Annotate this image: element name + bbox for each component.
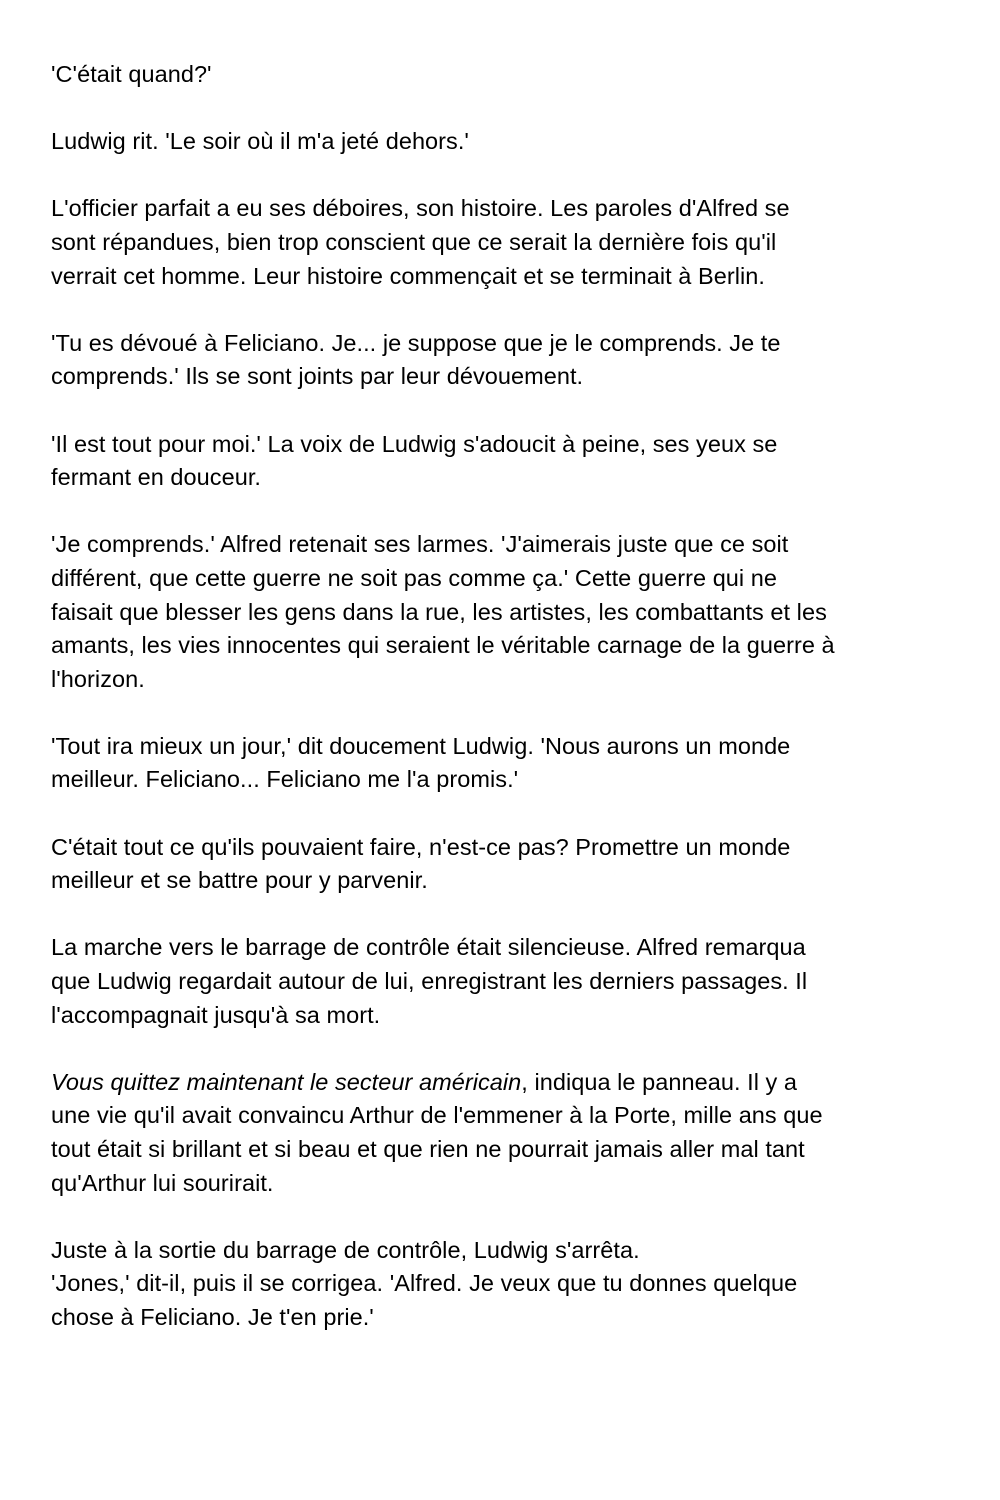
text-line: différent, que cette guerre ne soit pas comme ça.' Cette guerre qui ne bbox=[51, 564, 778, 591]
text-line: fermant en douceur. bbox=[51, 464, 261, 491]
paragraph-11 bbox=[51, 1234, 956, 1335]
text-line: 'Tout ira mieux un jour,' dit doucement Ludwig. 'Nous aurons un monde bbox=[51, 732, 791, 759]
text-line: meilleur. Feliciano... Feliciano me l'a promis.' bbox=[51, 766, 519, 793]
text-line: L'officier parfait a eu ses déboires, son histoire. Les paroles d'Alfred se bbox=[51, 195, 790, 222]
paragraph-7 bbox=[51, 730, 956, 797]
paragraph-2 bbox=[51, 125, 956, 159]
text-line: l'horizon. bbox=[51, 665, 145, 692]
text-line: La marche vers le barrage de contrôle était silencieuse. Alfred remarqua bbox=[51, 934, 806, 961]
text-line: 'C'était quand?' bbox=[51, 61, 212, 87]
paragraph-3 bbox=[51, 192, 956, 293]
paragraph-5 bbox=[51, 428, 956, 495]
paragraph-9 bbox=[51, 931, 956, 1032]
text-line: que Ludwig regardait autour de lui, enregistrant les derniers passages. Il bbox=[51, 968, 808, 995]
text-line: comprends.' Ils se sont joints par leur dévouement. bbox=[51, 363, 584, 390]
text-line: faisait que blesser les gens dans la rue, les artistes, les combattants et les bbox=[51, 598, 827, 625]
sign-text-italic: Vous quittez maintenant le secteur américain bbox=[51, 1068, 522, 1095]
text-line: une vie qu'il avait convaincu Arthur de l'emmener à la Porte, mille ans que bbox=[51, 1102, 823, 1129]
text-line: Ludwig rit. 'Le soir où il m'a jeté dehors.' bbox=[51, 128, 469, 155]
text-line: meilleur et se battre pour y parvenir. bbox=[51, 867, 428, 894]
text-line: 'Jones,' dit-il, puis il se corrigea. 'Alfred. Je veux que tu donnes quelque bbox=[51, 1270, 798, 1297]
text-line: C'était tout ce qu'ils pouvaient faire, n'est-ce pas? Promettre un monde bbox=[51, 833, 791, 860]
paragraph-8 bbox=[51, 831, 956, 898]
text-line: qu'Arthur lui sourirait. bbox=[51, 1169, 274, 1196]
text-line: 'Tu es dévoué à Feliciano. Je... je suppose que je le comprends. Je te bbox=[51, 329, 781, 356]
text-line: amants, les vies innocentes qui seraient le véritable carnage de la guerre à bbox=[51, 632, 835, 659]
text-line: verrait cet homme. Leur histoire commençait et se terminait à Berlin. bbox=[51, 262, 765, 289]
paragraph-4 bbox=[51, 327, 956, 394]
text-line: Juste à la sortie du barrage de contrôle, Ludwig s'arrêta. bbox=[51, 1236, 640, 1263]
text-line: 'Je comprends.' Alfred retenait ses larmes. 'J'aimerais juste que ce soit bbox=[51, 531, 789, 558]
text-line: l'accompagnait jusqu'à sa mort. bbox=[51, 1001, 381, 1028]
text-line: sont répandues, bien trop conscient que ce serait la dernière fois qu'il bbox=[51, 228, 777, 255]
text-line: tout était si brillant et si beau et que rien ne pourrait jamais aller mal tant bbox=[51, 1136, 805, 1162]
text-line: chose à Feliciano. Je t'en prie.' bbox=[51, 1303, 374, 1330]
document-page bbox=[51, 58, 956, 1368]
paragraph-1 bbox=[51, 58, 956, 92]
text-line: 'Il est tout pour moi.' La voix de Ludwig s'adoucit à peine, ses yeux se bbox=[51, 430, 778, 457]
text-line-with-italic bbox=[51, 1066, 956, 1100]
paragraph-10 bbox=[51, 1066, 956, 1200]
paragraph-6 bbox=[51, 528, 956, 696]
text-fragment: , indiqua le panneau. Il y a bbox=[521, 1068, 798, 1095]
